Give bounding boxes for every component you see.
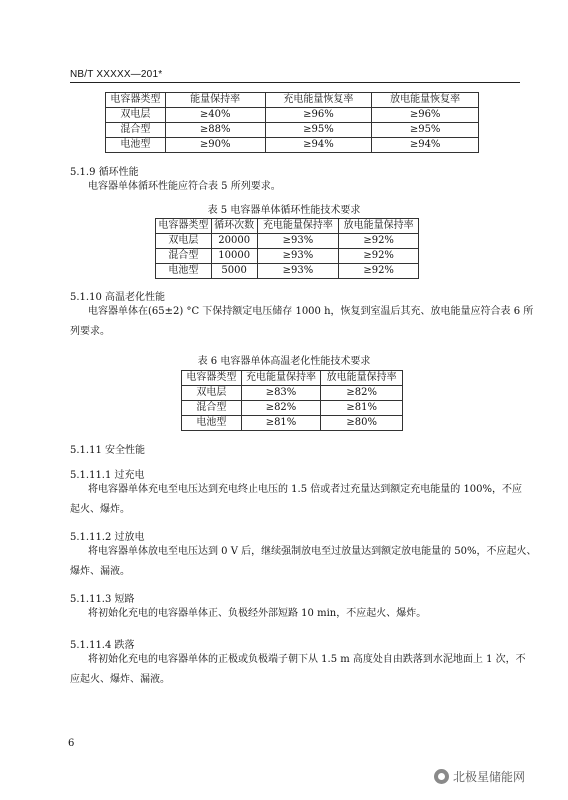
table-cell: 20000: [211, 234, 257, 249]
table-header-cell: 循环次数: [211, 219, 257, 234]
table-cell: 10000: [211, 249, 257, 264]
table-header-cell: 充电能量恢复率: [265, 93, 372, 108]
table-header-cell: 放电能量保持率: [339, 219, 419, 234]
table-6: [181, 370, 403, 431]
section-heading-5-1-11-1: 5.1.11.1 过充电: [70, 470, 145, 481]
wechat-logo-icon: [434, 769, 449, 784]
standard-code-header: NB/T XXXXX—201*: [70, 69, 163, 80]
watermark-text: 北极星储能网: [453, 770, 526, 784]
table-cell: ≥93%: [257, 264, 339, 279]
watermark: [434, 768, 525, 785]
table-header-row: [182, 371, 403, 386]
table-cell: ≥92%: [339, 249, 419, 264]
paragraph-5-1-11-4-line2: 应起火、爆炸、漏液。: [70, 674, 170, 685]
table-5: [155, 218, 419, 279]
section-heading-5-1-11-4: 5.1.11.4 跌落: [70, 640, 135, 651]
table-cell: ≥40%: [165, 108, 265, 123]
table-cell: ≥82%: [241, 401, 321, 416]
paragraph-5-1-11-1-line1: 将电容器单体充电至电压达到充电终止电压的 1.5 倍或者过充量达到额定充电能量的 100%，不应: [88, 484, 523, 495]
table-row: [106, 138, 479, 153]
table-5-caption: 表 5 电容器单体循环性能技术要求: [207, 205, 361, 216]
table-cell: 双电层: [182, 386, 242, 401]
table-cell: ≥93%: [257, 234, 339, 249]
paragraph-5-1-11-4-line1: 将初始化充电的电容器单体的正极或负极端子朝下从 1.5 m 高度处自由跌落到水泥地面上 1 次，不: [88, 654, 526, 665]
table-cell: ≥95%: [265, 123, 372, 138]
table-cell: ≥93%: [257, 249, 339, 264]
paragraph-5-1-11-1-line2: 起火、爆炸。: [70, 504, 130, 515]
table-cell: ≥82%: [321, 386, 403, 401]
table-row: [182, 386, 403, 401]
header-rule: [70, 82, 520, 83]
table-cell: ≥81%: [241, 416, 321, 431]
table-cell: 电池型: [182, 416, 242, 431]
table-cell: ≥92%: [339, 264, 419, 279]
section-heading-5-1-11: 5.1.11 安全性能: [70, 445, 145, 456]
table-header-cell: 放电能量保持率: [321, 371, 403, 386]
table-row: [106, 123, 479, 138]
table-header-cell: 电容器类型: [156, 219, 212, 234]
table-cell: ≥94%: [265, 138, 372, 153]
table-row: [182, 401, 403, 416]
paragraph-5-1-10-line2: 列要求。: [70, 326, 110, 337]
table-row: [106, 108, 479, 123]
table-cell: 电池型: [106, 138, 166, 153]
table-header-cell: 能量保持率: [165, 93, 265, 108]
table-cell: ≥80%: [321, 416, 403, 431]
table-header-cell: 充电能量保持率: [257, 219, 339, 234]
table-cell: 双电层: [106, 108, 166, 123]
table-cell: 混合型: [106, 123, 166, 138]
section-heading-5-1-11-3: 5.1.11.3 短路: [70, 594, 135, 605]
table-cell: ≥96%: [265, 108, 372, 123]
table-header-cell: 电容器类型: [106, 93, 166, 108]
table-cell: ≥90%: [165, 138, 265, 153]
table-cell: ≥95%: [372, 123, 479, 138]
table-header-row: [156, 219, 419, 234]
section-heading-5-1-9: 5.1.9 循环性能: [70, 167, 139, 178]
table-4: [105, 92, 479, 153]
table-cell: 双电层: [156, 234, 212, 249]
table-cell: 电池型: [156, 264, 212, 279]
table-row: [156, 249, 419, 264]
table-cell: 5000: [211, 264, 257, 279]
table-cell: 混合型: [156, 249, 212, 264]
table-cell: ≥92%: [339, 234, 419, 249]
table-header-row: [106, 93, 479, 108]
table-row: [156, 234, 419, 249]
paragraph-5-1-11-2-line1: 将电容器单体放电至电压达到 0 V 后，继续强制放电至过放量达到额定放电能量的 50%，不应起火、: [88, 546, 537, 557]
table-6-caption: 表 6 电容器单体高温老化性能技术要求: [197, 356, 371, 367]
table-cell: ≥94%: [372, 138, 479, 153]
table-header-cell: 电容器类型: [182, 371, 242, 386]
section-heading-5-1-10: 5.1.10 高温老化性能: [70, 292, 165, 303]
table-cell: ≥96%: [372, 108, 479, 123]
table-row: [182, 416, 403, 431]
table-cell: ≥88%: [165, 123, 265, 138]
section-heading-5-1-11-2: 5.1.11.2 过放电: [70, 532, 145, 543]
paragraph-5-1-10-line1: 电容器单体在(65±2) °C 下保持额定电压储存 1000 h，恢复到室温后其充、放电能量应符合表 6 所: [88, 306, 534, 317]
paragraph-5-1-11-3-line1: 将初始化充电的电容器单体正、负极经外部短路 10 min，不应起火、爆炸。: [88, 608, 427, 619]
paragraph-5-1-11-2-line2: 爆炸、漏液。: [70, 566, 130, 577]
table-row: [156, 264, 419, 279]
table-header-cell: 放电能量恢复率: [372, 93, 479, 108]
page-number: 6: [68, 738, 75, 749]
paragraph-5-1-9: 电容器单体循环性能应符合表 5 所列要求。: [88, 181, 281, 192]
table-header-cell: 充电能量保持率: [241, 371, 321, 386]
table-cell: 混合型: [182, 401, 242, 416]
table-cell: ≥81%: [321, 401, 403, 416]
table-cell: ≥83%: [241, 386, 321, 401]
